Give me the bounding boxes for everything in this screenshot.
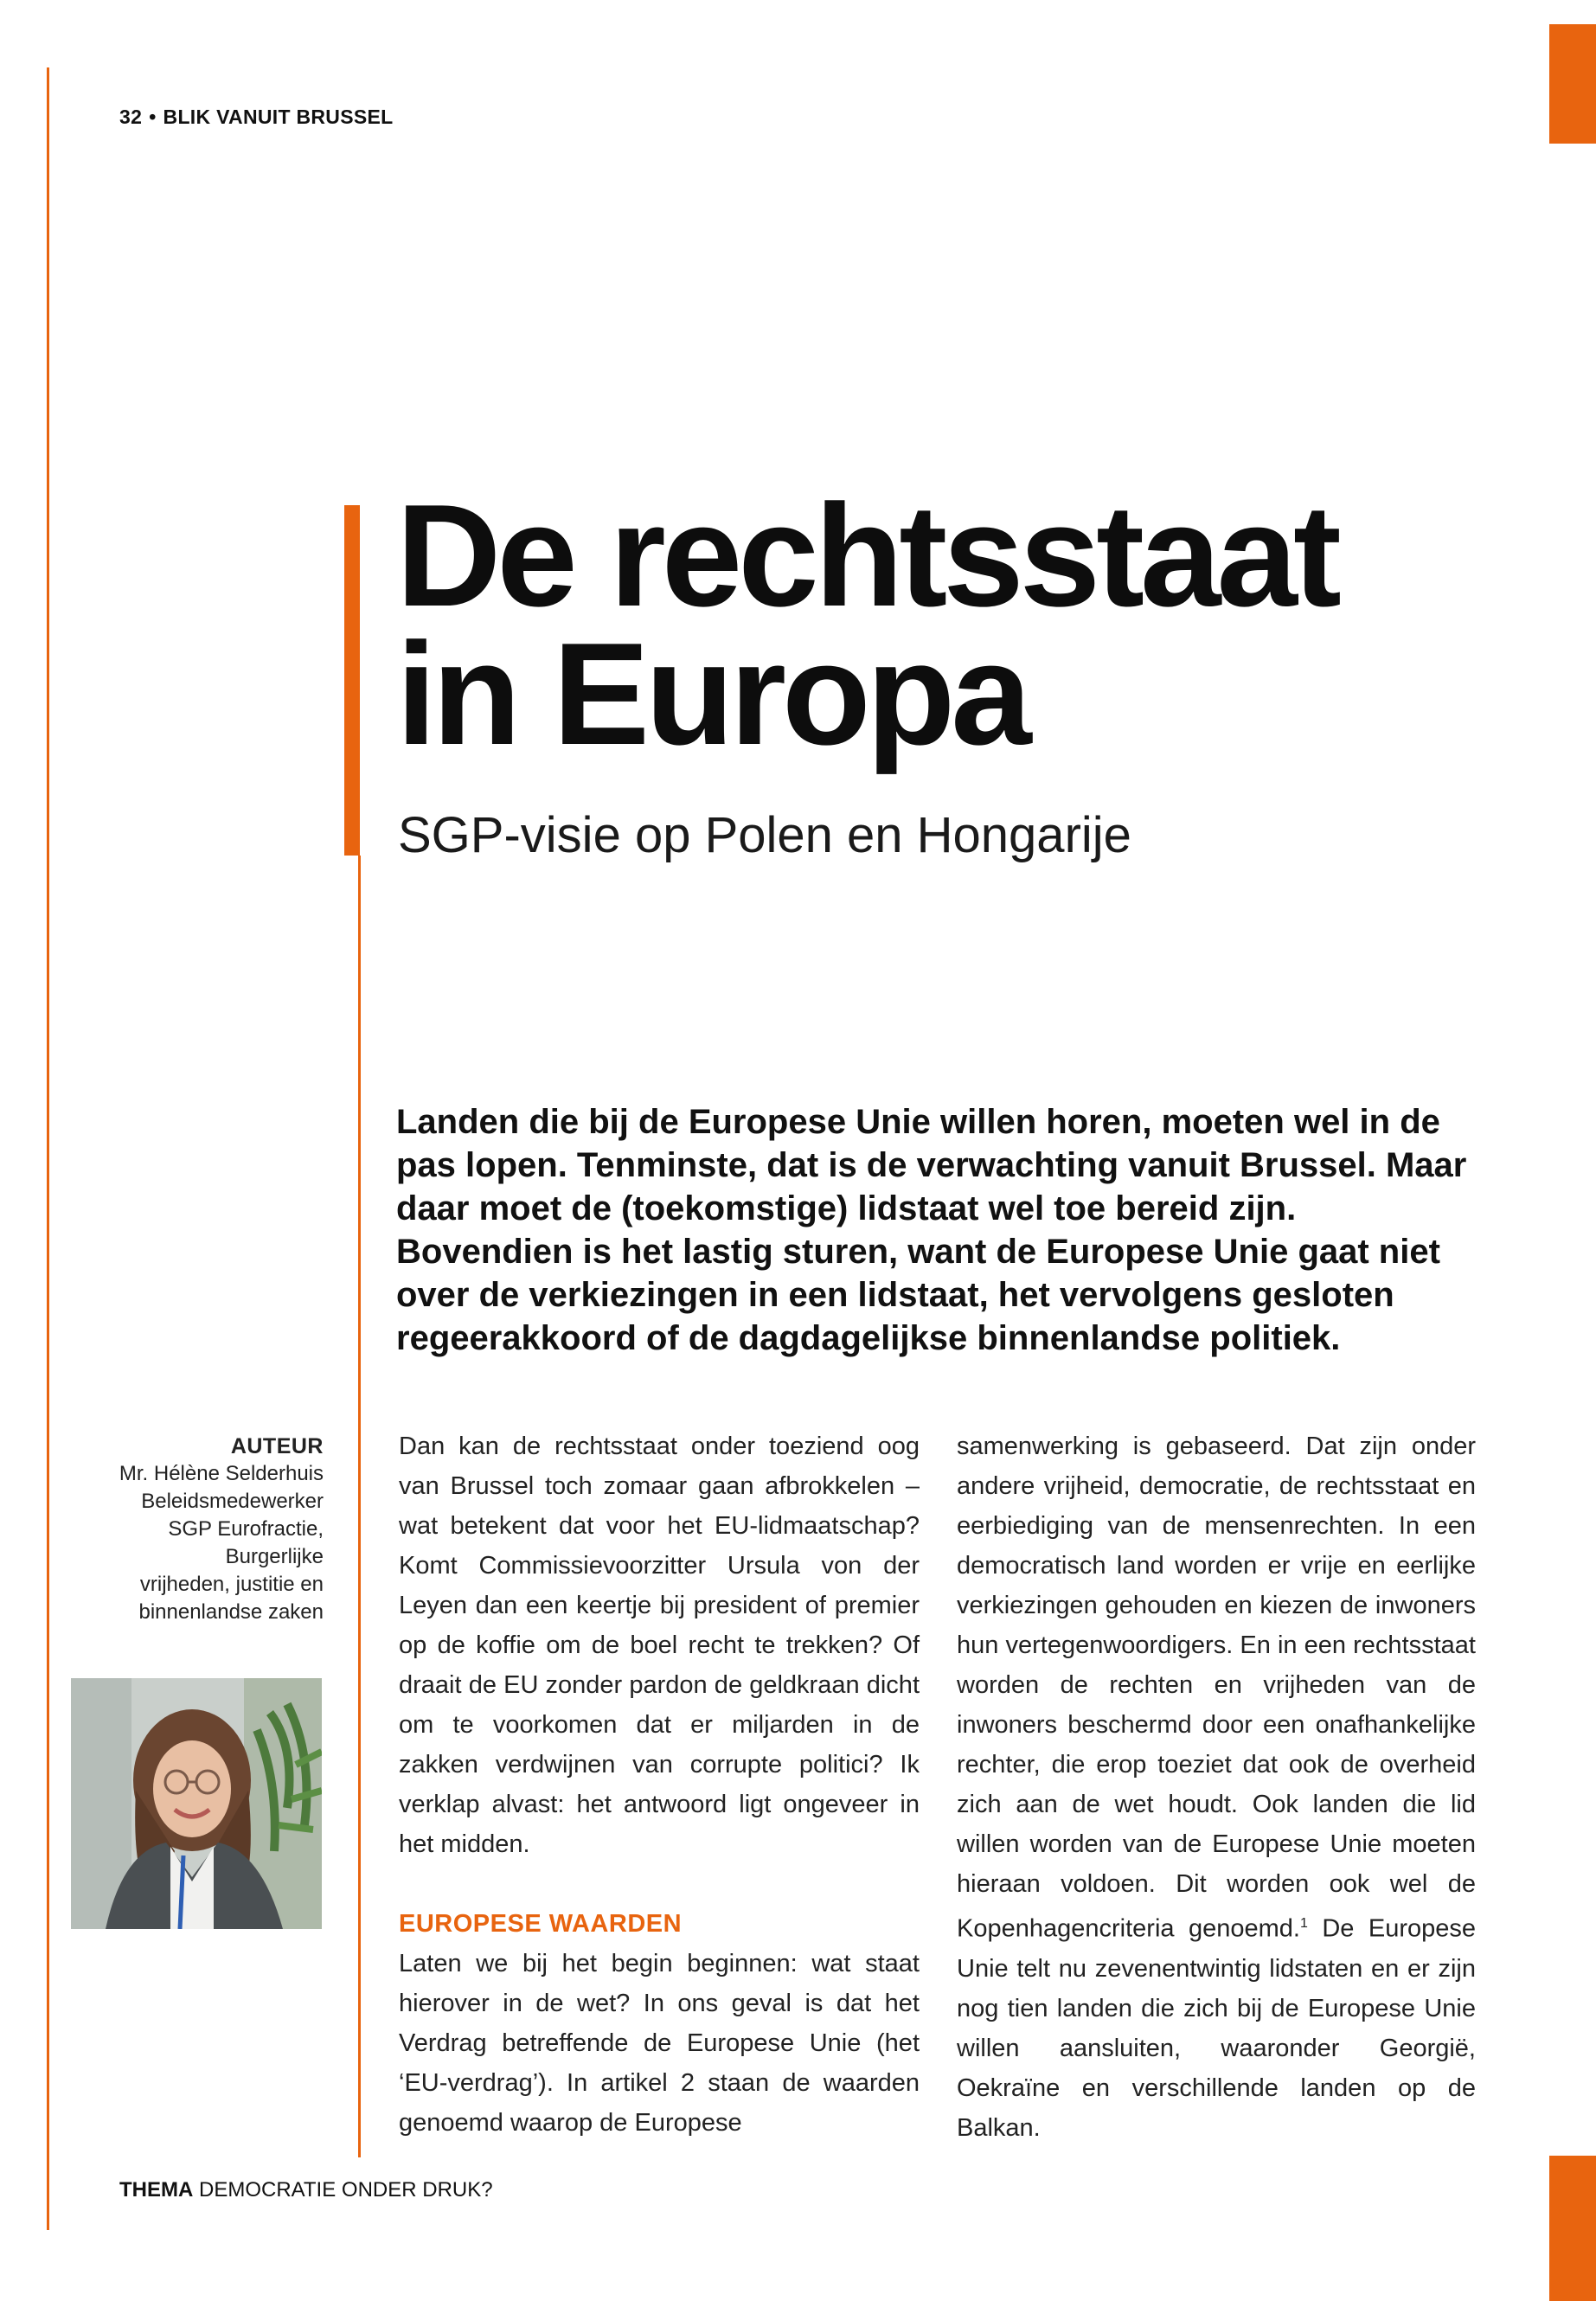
author-portfolio-3: binnenlandse zaken: [138, 1600, 324, 1624]
title-line-2: in Europa: [396, 612, 1028, 775]
author-box: [52, 1433, 324, 1626]
section-block: [399, 1904, 920, 2143]
column-divider-rule: [358, 856, 361, 2157]
body-paragraph-2: Laten we bij het begin beginnen: wat staat hierover in de wet? In ons geval is dat het Verdrag betreffende de Europese Unie (het ‘EU-verdrag’). In artikel 2 staan de waarden genoemd waarop de Europese: [399, 1950, 920, 2137]
author-portfolio-1: Burgerlijke: [225, 1545, 324, 1568]
header-separator: •: [149, 106, 157, 128]
body-paragraph-3b: De Europese Unie telt nu zevenentwintig lidstaten en er zijn nog tien landen die zich bij de Europese Unie willen aansluiten, waaronder Georgië, Oekraïne en verschillende landen op de Balkan.: [957, 1914, 1477, 2142]
page-tab-top: [1549, 24, 1596, 144]
footer-theme-label: THEMA: [119, 2178, 194, 2202]
section-name: BLIK VANUIT BRUSSEL: [163, 106, 394, 128]
author-portfolio-2: vrijheden, justitie en: [139, 1573, 324, 1596]
title-accent-bar: [344, 505, 360, 856]
footer-theme-title: DEMOCRATIE ONDER DRUK?: [199, 2178, 493, 2202]
page-tab-bottom: [1549, 2156, 1596, 2301]
footer-theme: [119, 2178, 493, 2202]
article-title: [396, 474, 1521, 775]
author-role: Beleidsmedewerker: [141, 1490, 324, 1513]
footnote-ref: 1: [1299, 1916, 1308, 1931]
author-name: Mr. Hélène Selderhuis: [119, 1462, 324, 1485]
page-number: 32: [119, 106, 143, 128]
body-paragraph-3a: samenwerking is gebaseerd. Dat zijn onder andere vrijheid, democratie, de rechtsstaat en eerbiediging van de mensenrechten. In een democratisch land worden er vrije en eerlijke verkiezingen gehouden en kiezen de inwoners hun vertegenwoordigers. En in een rechtsstaat worden de rechten en vrijheden van de inwoners beschermd door een onafhankelijke rechter, die erop toeziet dat ook de overheid zich aan de wet houdt. Ook landen die lid willen worden van de Europese Unie moeten hieraan voldoen. Dit worden ook wel de Kopenhagencriteria genoemd.: [957, 1433, 1476, 1943]
left-margin-rule: [47, 67, 49, 2230]
body-paragraph-1: Dan kan de rechtsstaat onder toeziend oog van Brussel toch zomaar gaan afbrokkelen – wat betekent dat voor het EU-lidmaatschap? Komt Commissievoorzitter Ursula von der Leyen dan een keertje bij president of premier op de koffie om de boel recht te trekken? Of draait de EU zonder pardon de geldkraan dicht om te voorkomen dat er miljarden in de zakken verdwijnen van corrupte politici? Ik verklap alvast: het antwoord ligt ongeveer in het midden.: [399, 1433, 920, 1858]
section-heading: EUROPESE WAARDEN: [399, 1910, 683, 1938]
running-header: [119, 106, 394, 129]
title-line-1: De rechtsstaat: [396, 474, 1337, 637]
body-column-1: [399, 1426, 920, 2143]
author-label: AUTEUR: [230, 1434, 324, 1458]
author-photo: [71, 1678, 322, 1929]
body-paragraph-3: [957, 1426, 1476, 2148]
lead-paragraph: Landen die bij de Europese Unie willen horen, moeten wel in de pas lopen. Tenminste, dat is de verwachting vanuit Brussel. Maar daar moet de (toekomstige) lidstaat wel toe bereid zijn. Bovendien is het lastig sturen, want de Europese Unie gaat niet over de verkiezingen in een lidstaat, het vervolgens gesloten regeerakkoord of de dagdagelijkse binnenlandse politiek.: [396, 1103, 1467, 1357]
article-subtitle: SGP-visie op Polen en Hongarije: [398, 807, 1131, 863]
body-column-2: [957, 1426, 1476, 2148]
author-org: SGP Eurofractie,: [168, 1517, 324, 1541]
